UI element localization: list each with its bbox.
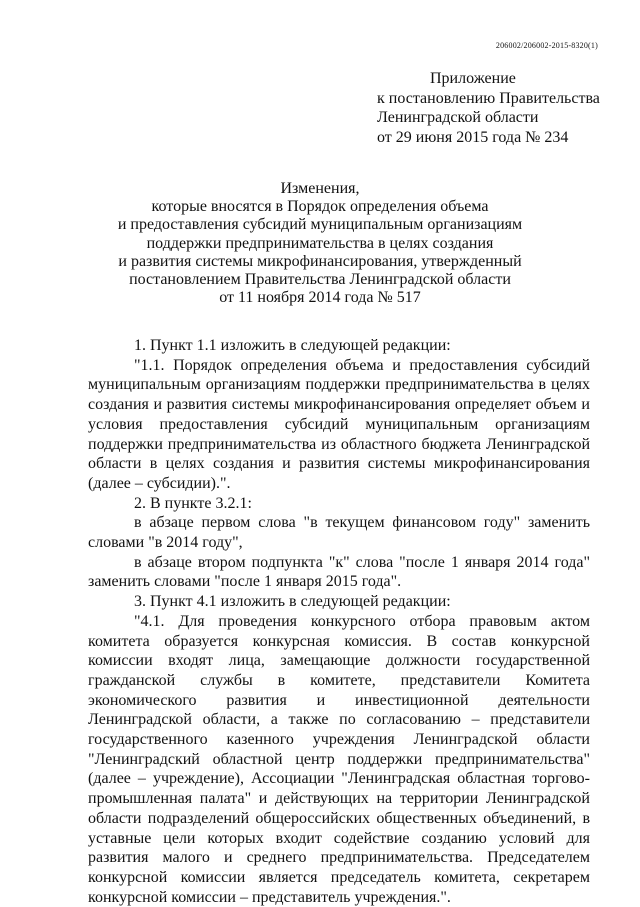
title-line: постановлением Правительства Ленинградской области <box>129 271 511 289</box>
title-line: и предоставления субсидий муниципальным организациям <box>117 216 523 234</box>
paragraph-item-3: 3. Пункт 4.1 изложить в следующей редакции: <box>134 593 451 611</box>
appendix-header <box>377 69 600 147</box>
document-title <box>60 180 580 307</box>
paragraph-quote-4-1: "4.1. Для проведения конкурсного отбора правовым актом комитета образуется конкурсная комиссия. В состав конкурсной комиссии входят лица, замещающие должности государственной гражданской службы в комитете, представители Комитета экономического развития и инвестиционной деятельности Ленинградской области, а также по согласованию – представители государственного казенного учреждения Ленинградской области "Ленинградский областной центр поддержки предпринимательства" (далее – учреждение), Ассоциации "Ленинградская областная торгово-промышленная палата" и действующих на территории Ленинградской области подразделений общероссийских общественных объединений, в уставные цели которых входит содействие созданию условий для развития малого и среднего предпринимательства. Председателем конкурсной комиссии является председатель комитета, секретарем конкурсной комиссии – представитель учреждения.". <box>88 612 590 906</box>
title-line: Изменения, <box>280 180 360 197</box>
paragraph-amend-first: в абзаце первом слова "в текущем финансовом году" заменить словами "в 2014 году", <box>88 514 590 552</box>
paragraph-amend-second: в абзаце втором подпункта "к" слова "после 1 января 2014 года" заменить словами "после 1 января 2015 года". <box>88 553 590 591</box>
document-body <box>88 336 590 907</box>
title-line: которые вносятся в Порядок определения объема <box>151 198 489 216</box>
appendix-line: от 29 июня 2015 года № 234 <box>377 128 569 146</box>
paragraph-item-2: 2. В пункте 3.2.1: <box>134 494 252 512</box>
appendix-line: Ленинградской области <box>377 109 539 126</box>
title-line: от 11 ноября 2014 года № 517 <box>219 289 421 307</box>
document-id: 206002/206002-2015-8320(1) <box>495 41 598 50</box>
appendix-line: Приложение <box>430 70 516 87</box>
appendix-line: к постановлению Правительства <box>377 89 600 107</box>
paragraph-item-1: 1. Пункт 1.1 изложить в следующей редакции: <box>134 337 451 354</box>
paragraph-quote-1-1: "1.1. Порядок определения объема и предоставления субсидий муниципальным организациям поддержки предпринимательства в целях создания и развития системы микрофинансирования определяет объем и условия предоставления субсидий муниципальным организациям поддержки предпринимательства из областного бюджета Ленинградской области в целях создания и развития системы микрофинансирования (далее – субсидии).". <box>88 356 590 492</box>
title-line: поддержки предпринимательства в целях создания <box>146 234 494 252</box>
title-line: и развития системы микрофинансирования, утвержденный <box>118 252 522 270</box>
